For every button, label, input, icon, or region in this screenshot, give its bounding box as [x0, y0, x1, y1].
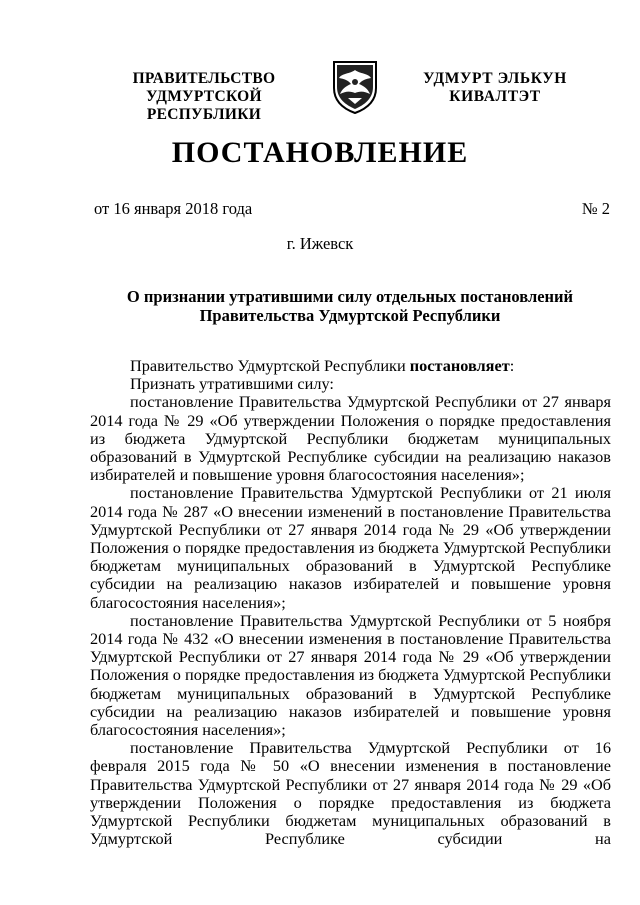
document-date: от 16 января 2018 года	[94, 199, 253, 218]
repealed-item-1: постановление Правительства Удмуртской Республики от 27 января 2014 года № 29 «Об утверждении Положения о порядке предоставления из бюджета Удмуртской Республики бюджетам муниципальных образований в Удмуртской Республике субсидии на реализацию наказов избирателей и повышение уровня благосостояния населения»;	[90, 392, 611, 485]
intro-paragraph	[90, 357, 611, 375]
subject-line1: О признании утратившими силу отдельных постановлений	[126, 287, 574, 306]
government-name-udmurt-line2: КИВАЛТЭТ	[449, 88, 541, 105]
intro-prefix: Правительство Удмуртской Республики	[130, 356, 410, 375]
document-title: ПОСТАНОВЛЕНИЕ	[171, 136, 469, 169]
document-city: г. Ижевск	[286, 234, 354, 253]
intro-decree-word: постановляет	[409, 356, 510, 375]
document-number: № 2	[581, 199, 610, 218]
subject-line2: Правительства Удмуртской Республики	[199, 306, 501, 325]
government-name-line2: УДМУРТСКОЙ РЕСПУБЛИКИ	[146, 88, 262, 123]
government-name-udmurt	[420, 70, 570, 106]
document-header	[0, 58, 640, 123]
document-subject	[120, 287, 580, 325]
repealed-item-3: постановление Правительства Удмуртской Республики от 5 ноября 2014 года № 432 «О внесении изменения в постановление Правительства Удмуртской Республики от 27 января 2014 года № 29 «Об утверждении Положения о порядке предоставления из бюджета Удмуртской Республики бюджетам муниципальных образований в Удмуртской Республике субсидии на реализацию наказов избирателей и повышение уровня благосостояния населения»;	[90, 610, 611, 740]
government-name-udmurt-line1: УДМУРТ ЭЛЬКУН	[423, 70, 567, 87]
intro-suffix: :	[509, 356, 515, 375]
udmurt-coat-of-arms-icon	[328, 58, 382, 114]
document-body	[90, 357, 611, 848]
government-name-russian	[88, 70, 320, 124]
recognize-paragraph: Признать утратившими силу:	[130, 374, 334, 394]
government-name-line1: ПРАВИТЕЛЬСТВО	[132, 70, 276, 87]
repealed-item-2: постановление Правительства Удмуртской Республики от 21 июля 2014 года № 287 «О внесении изменений в постановление Правительства Удмуртской Республики от 27 января 2014 года № 29 «Об утверждении Положения о порядке предоставления из бюджета Удмуртской Республики бюджетам муниципальных образований в Удмуртской Республике субсидии на реализацию наказов избирателей и повышение уровня благосостояния населения»;	[90, 483, 611, 612]
repealed-item-4: постановление Правительства Удмуртской Республики от 16 февраля 2015 года № 50 «О внесении изменения в постановление Правительства Удмуртской Республики от 27 января 2014 года № 29 «Об утверждении Положения о порядке предоставления из бюджета Удмуртской Республики бюджетам муниципальных образований в Удмуртской Республике субсидии на	[90, 738, 611, 849]
